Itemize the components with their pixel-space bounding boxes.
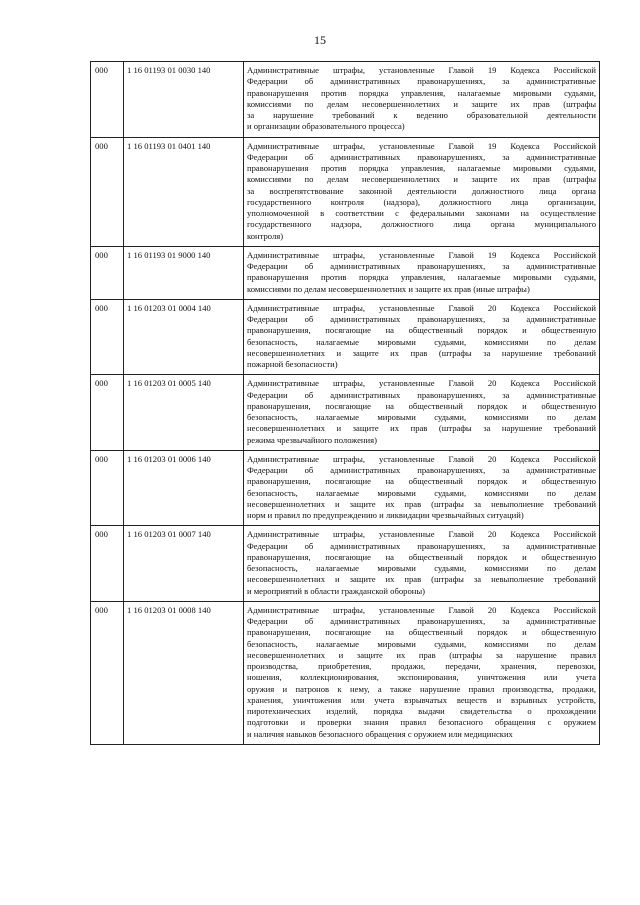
admin-code-cell: 000: [91, 246, 124, 299]
description-line: Административные штрафы, установленные Главой 20 Кодекса Российской: [247, 453, 596, 464]
description-line: Административные штрафы, установленные Главой 19 Кодекса Российской: [247, 65, 596, 75]
description-line: ношения, коллекционирования, экспонирования, уничтожения или учета: [247, 672, 596, 683]
description-line: правонарушения против порядка управления, налагаемые мировыми судьями,: [247, 272, 596, 283]
admin-code-cell: 000: [91, 299, 124, 375]
table-row: [91, 601, 600, 744]
description-line: Федерации об административных правонарушениях, за административные: [247, 465, 596, 475]
budget-code-cell: 1 16 01203 01 0008 140: [124, 601, 244, 744]
description-line: Административные штрафы, установленные Главой 20 Кодекса Российской: [247, 302, 596, 313]
description-line: несовершеннолетних и защите их прав (штрафы за нарушение требований: [247, 347, 596, 358]
budget-classification-table: [90, 61, 600, 745]
description-line: уполномоченной в соответствии с федеральными законами на осуществление: [247, 208, 596, 218]
description-line: комиссиями по делам несовершеннолетних и защите их прав (иные штрафы): [247, 283, 530, 294]
description-line: за воспрепятствование законной деятельности должностного лица органа: [247, 185, 596, 196]
description-cell: [244, 526, 600, 602]
budget-code-cell: 1 16 01193 01 9000 140: [124, 246, 244, 299]
description-line: безопасность, налагаемые мировыми судьями, комиссиями по делам: [247, 638, 596, 649]
description-line: и организации образовательного процесса): [247, 121, 405, 132]
description-line: правонарушения, посягающие на общественный порядок и общественную: [247, 325, 596, 336]
description-line: государственного контроля (надзора), должностного лица организации,: [247, 196, 596, 207]
admin-code-cell: 000: [91, 62, 124, 138]
description-cell: [244, 299, 600, 375]
description-line: режима чрезвычайного положения): [247, 434, 377, 445]
description-line: безопасность, налагаемые мировыми судьями, комиссиями по делам: [247, 563, 596, 573]
description-line: оружия и патронов к нему, а также нарушение правил производства, продажи,: [247, 683, 596, 694]
description-cell: [244, 246, 600, 299]
description-line: производства, приобретения, продажи, передачи, хранения, перевозки,: [247, 661, 596, 671]
table-row: [91, 526, 600, 602]
table-row: [91, 375, 600, 451]
description-line: хранения, уничтожения или учета взрывчатых веществ и взрывных устройств,: [247, 694, 596, 705]
budget-code-cell: 1 16 01203 01 0005 140: [124, 375, 244, 451]
table-row: [91, 450, 600, 526]
page-number: 15: [314, 33, 326, 47]
budget-code-cell: 1 16 01203 01 0007 140: [124, 526, 244, 602]
description-line: Административные штрафы, установленные Главой 20 Кодекса Российской: [247, 529, 596, 540]
description-line: несовершеннолетних и защите их прав (штрафы за нарушение правил: [247, 649, 596, 660]
description-line: Федерации об административных правонарушениях, за административные: [247, 314, 596, 324]
description-cell: [244, 450, 600, 526]
description-line: несовершеннолетних и защите их прав (штрафы за нарушение требований: [247, 423, 596, 434]
description-line: пожарной безопасности): [247, 359, 338, 369]
description-line: несовершеннолетних и защите их прав (штрафы за невыполнение требований: [247, 498, 596, 509]
description-cell: [244, 137, 600, 246]
description-line: Федерации об административных правонарушениях, за административные: [247, 76, 596, 87]
description-line: Административные штрафы, установленные Главой 20 Кодекса Российской: [247, 604, 596, 615]
description-line: комиссиями по делам несовершеннолетних и защите их прав (штрафы: [247, 98, 596, 109]
description-line: Административные штрафы, установленные Главой 19 Кодекса Российской: [247, 140, 596, 151]
description-line: подготовки и проверки знания правил безопасного обращения с оружием: [247, 717, 596, 728]
description-line: безопасность, налагаемые мировыми судьями, комиссиями по делам: [247, 487, 596, 498]
description-line: Федерации об административных правонарушениях, за административные: [247, 261, 596, 271]
description-line: Федерации об административных правонарушениях, за административные: [247, 389, 596, 400]
description-cell: [244, 62, 600, 138]
description-line: норм и правил по предупреждению и ликвидации чрезвычайных ситуаций): [247, 510, 524, 520]
admin-code-cell: 000: [91, 375, 124, 451]
description-line: и наличия навыков безопасного обращения с оружием или медицинских: [247, 728, 513, 739]
budget-code-cell: 1 16 01193 01 0030 140: [124, 62, 244, 138]
admin-code-cell: 000: [91, 137, 124, 246]
admin-code-cell: 000: [91, 450, 124, 526]
description-cell: [244, 601, 600, 744]
description-line: государственного надзора, должностного лица органа муниципального: [247, 219, 596, 230]
description-line: правонарушения, посягающие на общественный порядок и общественную: [247, 400, 596, 411]
description-line: правонарушения против порядка управления, налагаемые мировыми судьями,: [247, 163, 596, 173]
admin-code-cell: 000: [91, 526, 124, 602]
description-line: комиссиями по делам несовершеннолетних и защите их прав (штрафы: [247, 174, 596, 185]
description-line: пиротехнических изделий, порядка выдачи свидетельства о прохождении: [247, 706, 596, 716]
description-line: контроля): [247, 230, 284, 241]
description-line: правонарушения, посягающие на общественный порядок и общественную: [247, 551, 596, 562]
table-row: [91, 299, 600, 375]
budget-code-cell: 1 16 01203 01 0006 140: [124, 450, 244, 526]
description-line: правонарушения, посягающие на общественный порядок и общественную: [247, 627, 596, 638]
description-line: Федерации об административных правонарушениях, за административные: [247, 540, 596, 551]
table-row: [91, 246, 600, 299]
description-line: Административные штрафы, установленные Главой 19 Кодекса Российской: [247, 249, 596, 260]
description-line: Федерации об административных правонарушениях, за административные: [247, 616, 596, 626]
description-cell: [244, 375, 600, 451]
description-line: безопасность, налагаемые мировыми судьями, комиссиями по делам: [247, 412, 596, 422]
admin-code-cell: 000: [91, 601, 124, 744]
table-row: [91, 62, 600, 138]
budget-code-cell: 1 16 01193 01 0401 140: [124, 137, 244, 246]
description-line: и мероприятий в области гражданской обороны): [247, 585, 425, 596]
description-line: Административные штрафы, установленные Главой 20 Кодекса Российской: [247, 378, 596, 389]
description-line: несовершеннолетних и защите их прав (штрафы за невыполнение требований: [247, 574, 596, 585]
description-line: правонарушения, посягающие на общественный порядок и общественную: [247, 476, 596, 487]
description-line: правонарушения против порядка управления, налагаемые мировыми судьями,: [247, 87, 596, 98]
description-line: Федерации об административных правонарушениях, за административные: [247, 151, 596, 162]
budget-code-cell: 1 16 01203 01 0004 140: [124, 299, 244, 375]
description-line: безопасность, налагаемые мировыми судьями, комиссиями по делам: [247, 336, 596, 347]
table-row: [91, 137, 600, 246]
table-body: [91, 62, 600, 745]
description-line: за нарушение требований к ведению образовательной деятельности: [247, 110, 596, 120]
